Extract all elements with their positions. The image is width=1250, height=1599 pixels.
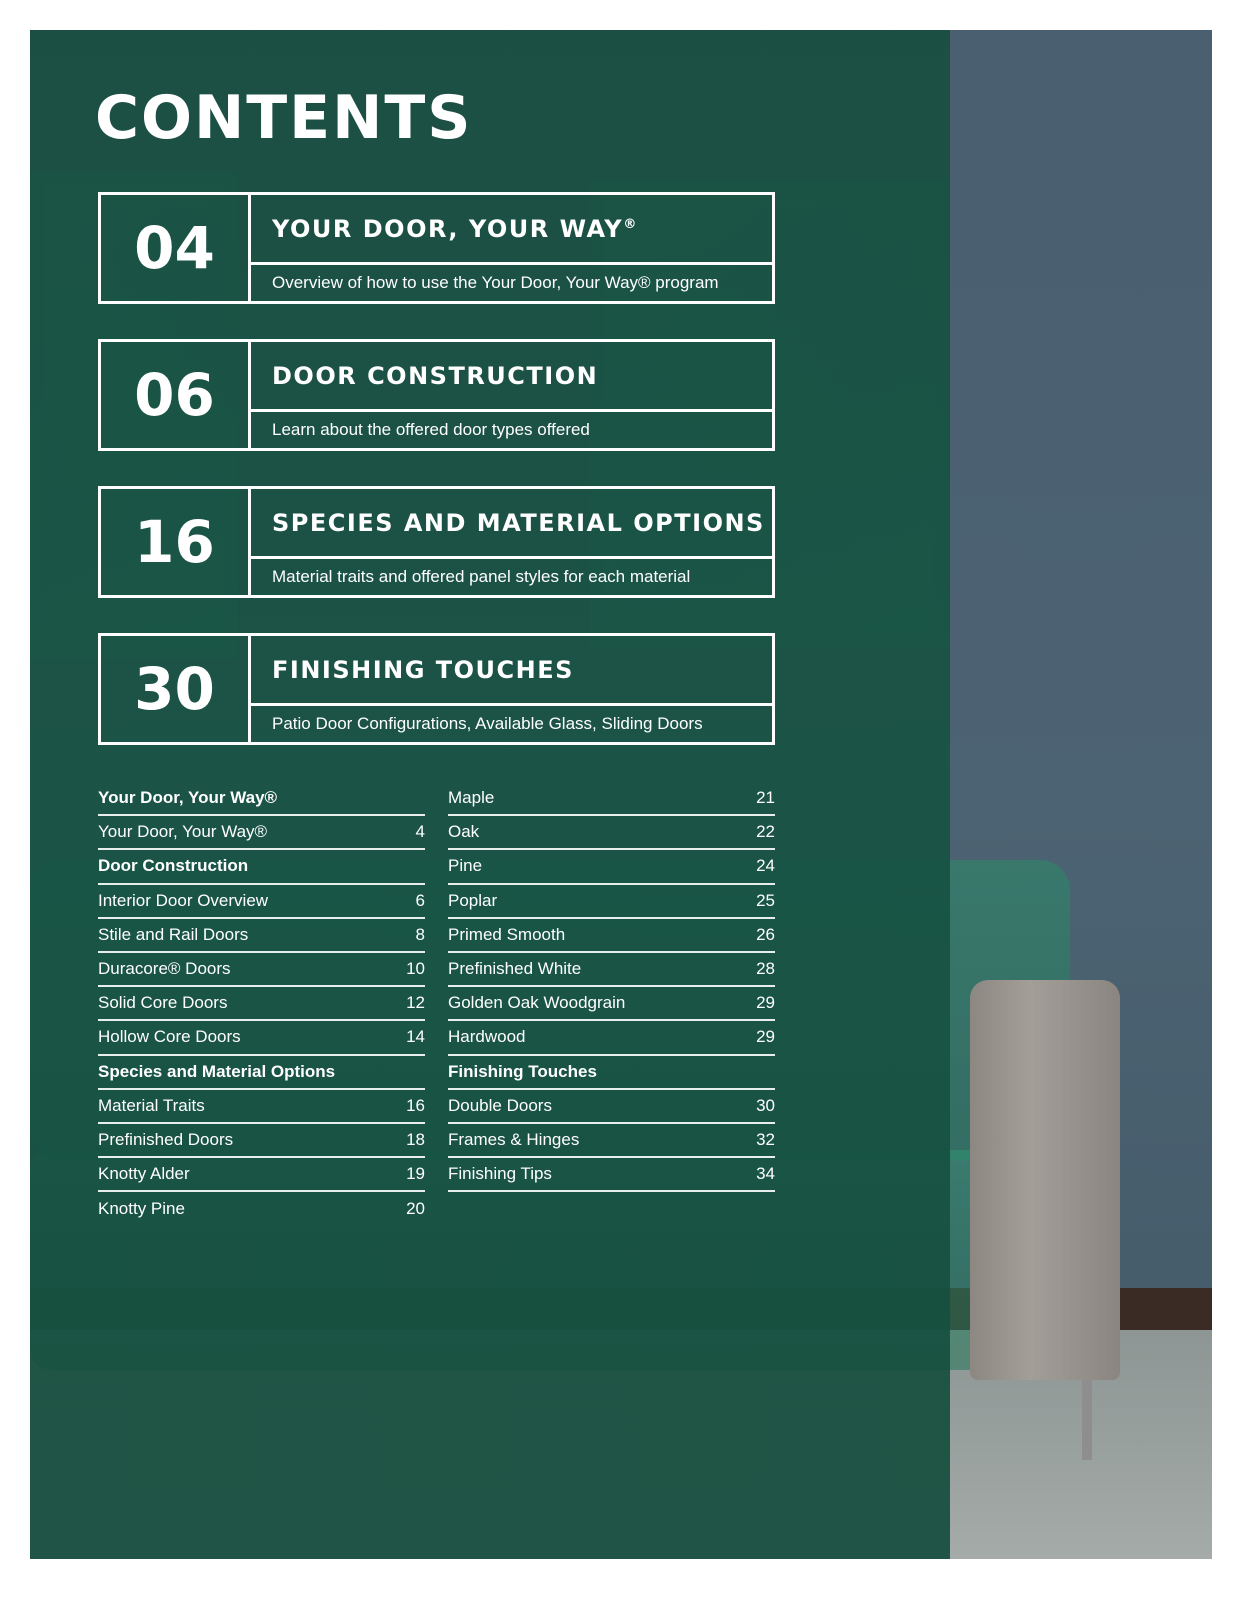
toc-entry-prefinished-white[interactable] — [448, 953, 775, 987]
toc-entry-page: 30 — [756, 1095, 775, 1115]
section-description: Learn about the offered door types offered — [272, 420, 590, 439]
toc-entry-prefinished-doors[interactable] — [98, 1124, 425, 1158]
section-card-your-door[interactable] — [98, 192, 775, 304]
toc-heading-your-door-your-way — [98, 782, 425, 816]
toc-entry-label: Golden Oak Woodgrain — [448, 993, 626, 1013]
background-armchair-leg — [1082, 1380, 1092, 1460]
section-number-box — [101, 636, 251, 742]
toc-entry-label: Knotty Alder — [98, 1164, 190, 1184]
toc-entry-your-door-your-way[interactable] — [98, 816, 425, 850]
section-heading: YOUR DOOR, YOUR WAY® — [272, 214, 638, 243]
toc-entry-label: Stile and Rail Doors — [98, 924, 249, 944]
section-description: Patio Door Configurations, Available Glass, Sliding Doors — [272, 714, 703, 733]
toc-entry-page: 6 — [415, 890, 425, 910]
toc-entry-page: 14 — [406, 1027, 425, 1047]
toc-entry-page: 29 — [756, 993, 775, 1013]
toc-entry-hollow-core-doors[interactable] — [98, 1021, 425, 1055]
toc-entry-page: 12 — [406, 993, 425, 1013]
toc-entry-label: Prefinished White — [448, 959, 582, 979]
toc-list-right — [448, 782, 775, 1192]
section-heading: DOOR CONSTRUCTION — [272, 361, 599, 390]
toc-entry-label: Primed Smooth — [448, 924, 566, 944]
toc-entry-page: 16 — [406, 1095, 425, 1115]
section-heading-box — [251, 489, 772, 559]
registered-mark: ® — [623, 216, 638, 232]
toc-entry-page: 4 — [415, 822, 425, 842]
toc-heading-door-construction — [98, 850, 425, 884]
background-armchair — [970, 980, 1120, 1380]
toc-list-left — [98, 782, 425, 1226]
toc-entry-label: Your Door, Your Way® — [98, 788, 278, 808]
toc-entry-page: 32 — [756, 1129, 775, 1149]
section-page-number: 04 — [134, 214, 215, 282]
toc-entry-page: 22 — [756, 822, 775, 842]
section-page-number: 30 — [134, 655, 215, 723]
toc-entry-stile-and-rail-doors[interactable] — [98, 919, 425, 953]
toc-entry-label: Hardwood — [448, 1027, 526, 1047]
toc-entry-page: 26 — [756, 924, 775, 944]
toc-entry-maple[interactable] — [448, 782, 775, 816]
toc-entry-label: Species and Material Options — [98, 1061, 336, 1081]
section-description: Overview of how to use the Your Door, Your Way® program — [272, 273, 719, 292]
section-card-door-construction[interactable] — [98, 339, 775, 451]
toc-entry-label: Poplar — [448, 890, 498, 910]
section-heading-box — [251, 342, 772, 412]
toc-entry-knotty-pine[interactable] — [98, 1192, 425, 1226]
toc-entry-label: Finishing Tips — [448, 1164, 552, 1184]
toc-entry-page: 29 — [756, 1027, 775, 1047]
toc-entry-label: Hollow Core Doors — [98, 1027, 241, 1047]
toc-entry-knotty-alder[interactable] — [98, 1158, 425, 1192]
section-description: Material traits and offered panel styles for each material — [272, 567, 691, 586]
toc-entry-page: 28 — [756, 959, 775, 979]
section-description-box — [251, 265, 772, 301]
toc-entry-hardwood[interactable] — [448, 1021, 775, 1055]
toc-entry-page: 25 — [756, 890, 775, 910]
section-heading: FINISHING TOUCHES — [272, 655, 574, 684]
toc-entry-label: Oak — [448, 822, 480, 842]
toc-entry-page: 10 — [406, 959, 425, 979]
toc-entry-oak[interactable] — [448, 816, 775, 850]
toc-entry-page: 34 — [756, 1164, 775, 1184]
toc-entry-label: Finishing Touches — [448, 1061, 597, 1081]
section-description-box — [251, 412, 772, 448]
toc-entry-label: Interior Door Overview — [98, 890, 269, 910]
section-number-box — [101, 342, 251, 448]
section-number-box — [101, 195, 251, 301]
section-description-box — [251, 706, 772, 742]
toc-entry-label: Duracore® Doors — [98, 959, 231, 979]
toc-heading-finishing-touches — [448, 1056, 775, 1090]
section-number-box — [101, 489, 251, 595]
toc-heading-species-and-material-options — [98, 1056, 425, 1090]
toc-entry-label: Pine — [448, 856, 483, 876]
toc-entry-page: 20 — [406, 1199, 425, 1219]
section-heading: SPECIES AND MATERIAL OPTIONS — [272, 508, 765, 537]
section-heading-box — [251, 636, 772, 706]
toc-entry-label: Material Traits — [98, 1095, 205, 1115]
section-heading-box — [251, 195, 772, 265]
toc-entry-label: Maple — [448, 788, 495, 808]
toc-entry-solid-core-doors[interactable] — [98, 987, 425, 1021]
toc-entry-label: Prefinished Doors — [98, 1129, 234, 1149]
toc-entry-primed-smooth[interactable] — [448, 919, 775, 953]
toc-entry-pine[interactable] — [448, 850, 775, 884]
toc-entry-page: 21 — [756, 788, 775, 808]
toc-entry-poplar[interactable] — [448, 885, 775, 919]
toc-entry-frames-and-hinges[interactable] — [448, 1124, 775, 1158]
section-page-number: 16 — [134, 508, 215, 576]
toc-entry-page: 19 — [406, 1164, 425, 1184]
toc-entry-double-doors[interactable] — [448, 1090, 775, 1124]
toc-entry-finishing-tips[interactable] — [448, 1158, 775, 1192]
toc-entry-label: Solid Core Doors — [98, 993, 228, 1013]
toc-entry-duracore-doors[interactable] — [98, 953, 425, 987]
toc-entry-label: Frames & Hinges — [448, 1129, 580, 1149]
toc-entry-page: 8 — [415, 924, 425, 944]
section-card-finishing-touches[interactable] — [98, 633, 775, 745]
toc-entry-page: 24 — [756, 856, 775, 876]
toc-entry-label: Door Construction — [98, 856, 249, 876]
section-card-species-material[interactable] — [98, 486, 775, 598]
toc-entry-interior-door-overview[interactable] — [98, 885, 425, 919]
section-description-box — [251, 559, 772, 595]
toc-entry-label: Knotty Pine — [98, 1199, 185, 1219]
toc-entry-page: 18 — [406, 1129, 425, 1149]
toc-entry-label: Double Doors — [448, 1095, 552, 1115]
toc-entry-golden-oak-woodgrain[interactable] — [448, 987, 775, 1021]
toc-entry-label: Your Door, Your Way® — [98, 822, 268, 842]
section-page-number: 06 — [134, 361, 215, 429]
toc-entry-material-traits[interactable] — [98, 1090, 425, 1124]
page-title: CONTENTS — [95, 83, 473, 153]
